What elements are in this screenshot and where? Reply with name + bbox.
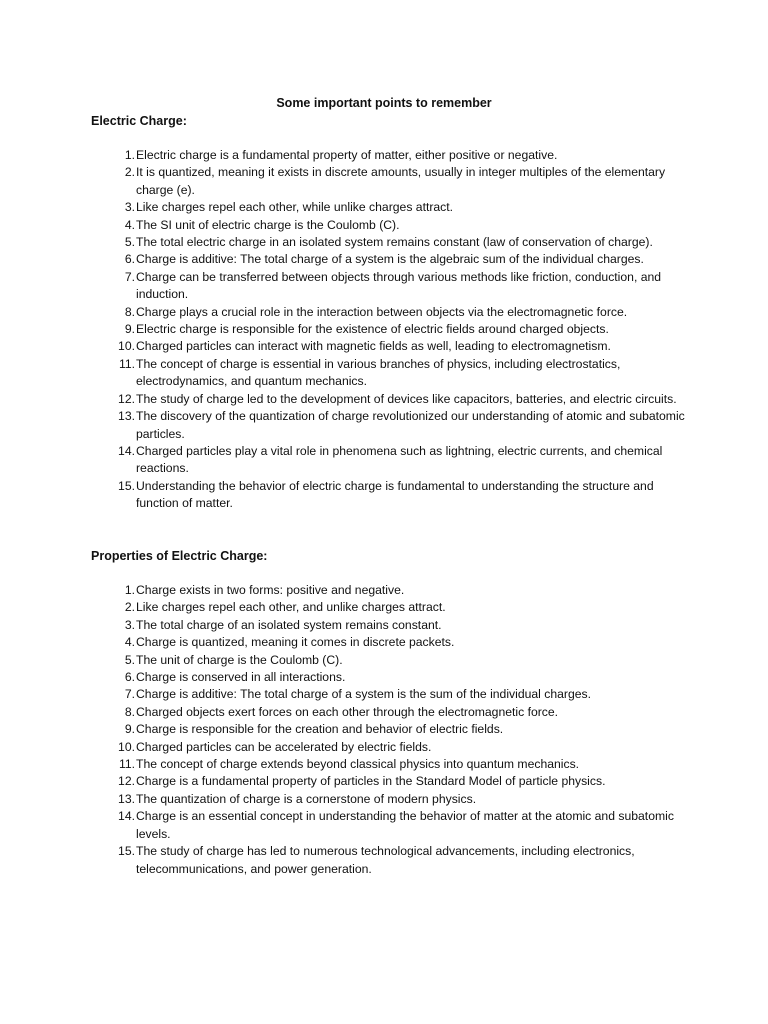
list-item-number: 10. <box>118 739 135 754</box>
list-item <box>91 199 691 216</box>
list-item <box>91 356 691 391</box>
list-item-number: 1. <box>124 583 135 597</box>
list-item-number: 1. <box>124 148 135 162</box>
list-item <box>91 791 691 808</box>
list-item-text: Charge is an essential concept in understanding the behavior of matter at the atomic and subatomic levels. <box>136 809 674 841</box>
list-item-number: 15. <box>118 478 135 493</box>
list-item-number: 9. <box>124 722 135 737</box>
list-item <box>91 164 691 199</box>
list-item-number: 8. <box>124 704 135 719</box>
list-item-number: 14. <box>118 443 135 458</box>
list-item <box>91 704 691 721</box>
list-item <box>91 304 691 321</box>
list-item-number: 11. <box>118 757 135 772</box>
list-item-text: It is quantized, meaning it exists in discrete amounts, usually in integer multiples of the elementary charge (e). <box>136 165 666 197</box>
list-item-text: Charged particles can be accelerated by electric fields. <box>136 739 432 754</box>
list-item-number: 13. <box>118 791 135 806</box>
list-item-text: The SI unit of electric charge is the Coulomb (C). <box>136 217 400 232</box>
list-item <box>91 669 691 686</box>
list-item-text: Charge can be transferred between objects through various methods like friction, conduction, and induction. <box>136 269 662 302</box>
list-item-text: The study of charge has led to numerous technological advancements, including electronics, telecommunications, and power generation. <box>136 844 635 876</box>
list-item-text: The total electric charge in an isolated system remains constant (law of conservation of charge). <box>136 235 653 250</box>
list-item-number: 5. <box>124 652 135 667</box>
list-item-text: The total charge of an isolated system remains constant. <box>136 617 442 632</box>
list-item-text: Charge is quantized, meaning it comes in discrete packets. <box>136 635 455 650</box>
list-item <box>91 652 691 669</box>
list-item-text: The concept of charge is essential in various branches of physics, including electrostatics, electrodynamics, and quantum mechanics. <box>136 356 621 389</box>
list-item-text: The unit of charge is the Coulomb (C). <box>136 652 343 667</box>
list-item-text: Electric charge is responsible for the existence of electric fields around charged objects. <box>136 322 609 337</box>
list-item <box>91 251 691 268</box>
list-item <box>91 217 691 234</box>
list-item <box>91 269 691 304</box>
list-item-number: 7. <box>124 269 135 284</box>
list-item-text: Charge plays a crucial role in the interaction between objects via the electromagnetic force. <box>136 304 628 319</box>
list-item-number: 3. <box>124 200 135 215</box>
list-item-number: 15. <box>118 844 135 859</box>
list-item <box>91 739 691 756</box>
list-item-number: 14. <box>118 809 135 824</box>
list-item <box>91 808 691 843</box>
list-item-text: Charge is a fundamental property of particles in the Standard Model of particle physics. <box>136 774 606 789</box>
list-item-number: 11. <box>118 356 135 371</box>
list-item-text: The quantization of charge is a cornerstone of modern physics. <box>136 791 477 806</box>
list-item <box>91 599 691 616</box>
page-title: Some important points to remember <box>276 96 492 110</box>
section-heading-electric-charge: Electric Charge: <box>91 114 187 128</box>
list-item <box>91 443 691 478</box>
list-item <box>91 843 691 878</box>
list-item-text: Like charges repel each other, and unlike charges attract. <box>136 600 446 615</box>
list-item <box>91 338 691 355</box>
list-item <box>91 147 691 164</box>
list-item <box>91 756 691 773</box>
list-item-number: 7. <box>124 687 135 702</box>
list-item-text: Electric charge is a fundamental property of matter, either positive or negative. <box>136 148 558 162</box>
list-item-number: 4. <box>124 635 135 650</box>
properties-list <box>91 582 691 878</box>
list-item-number: 12. <box>118 391 135 406</box>
list-item <box>91 686 691 703</box>
list-item-number: 13. <box>118 409 135 424</box>
list-item-text: Charged particles can interact with magnetic fields as well, leading to electromagnetism. <box>136 339 611 354</box>
list-item-text: Charge exists in two forms: positive and negative. <box>136 583 405 597</box>
electric-charge-list <box>91 147 691 513</box>
list-item-text: Charge is conserved in all interactions. <box>136 670 346 685</box>
list-item <box>91 582 691 599</box>
list-item-number: 4. <box>124 217 135 232</box>
list-item-text: Charged objects exert forces on each other through the electromagnetic force. <box>136 704 559 719</box>
list-item-number: 10. <box>118 339 135 354</box>
list-item-number: 2. <box>124 165 135 180</box>
list-item-number: 9. <box>124 322 135 337</box>
list-item-text: Understanding the behavior of electric charge is fundamental to understanding the structure and function of matter. <box>136 478 654 511</box>
list-item-text: Charge is responsible for the creation and behavior of electric fields. <box>136 722 504 737</box>
list-item-text: Charge is additive: The total charge of a system is the algebraic sum of the individual charges. <box>136 252 644 267</box>
list-item-number: 12. <box>118 774 135 789</box>
list-item-text: Charge is additive: The total charge of a system is the sum of the individual charges. <box>136 687 592 702</box>
list-item <box>91 321 691 338</box>
list-item-number: 2. <box>124 600 135 615</box>
list-item <box>91 634 691 651</box>
list-item-text: The concept of charge extends beyond classical physics into quantum mechanics. <box>136 757 580 772</box>
section-heading-properties: Properties of Electric Charge: <box>91 549 268 563</box>
list-item <box>91 721 691 738</box>
list-item-text: Charged particles play a vital role in phenomena such as lightning, electric currents, and chemical reactions. <box>136 443 663 476</box>
list-item <box>91 234 691 251</box>
list-item <box>91 391 691 408</box>
list-item-text: The study of charge led to the development of devices like capacitors, batteries, and electric circuits. <box>136 391 677 406</box>
list-item-number: 6. <box>124 670 135 685</box>
list-item-number: 5. <box>124 235 135 250</box>
list-item <box>91 773 691 790</box>
list-item-number: 8. <box>124 304 135 319</box>
list-item <box>91 478 691 513</box>
list-item <box>91 408 691 443</box>
list-item-text: Like charges repel each other, while unlike charges attract. <box>136 200 454 215</box>
list-item-text: The discovery of the quantization of charge revolutionized our understanding of atomic and subatomic particles. <box>136 409 685 441</box>
list-item-number: 6. <box>124 252 135 267</box>
list-item-number: 3. <box>124 617 135 632</box>
list-item <box>91 617 691 634</box>
